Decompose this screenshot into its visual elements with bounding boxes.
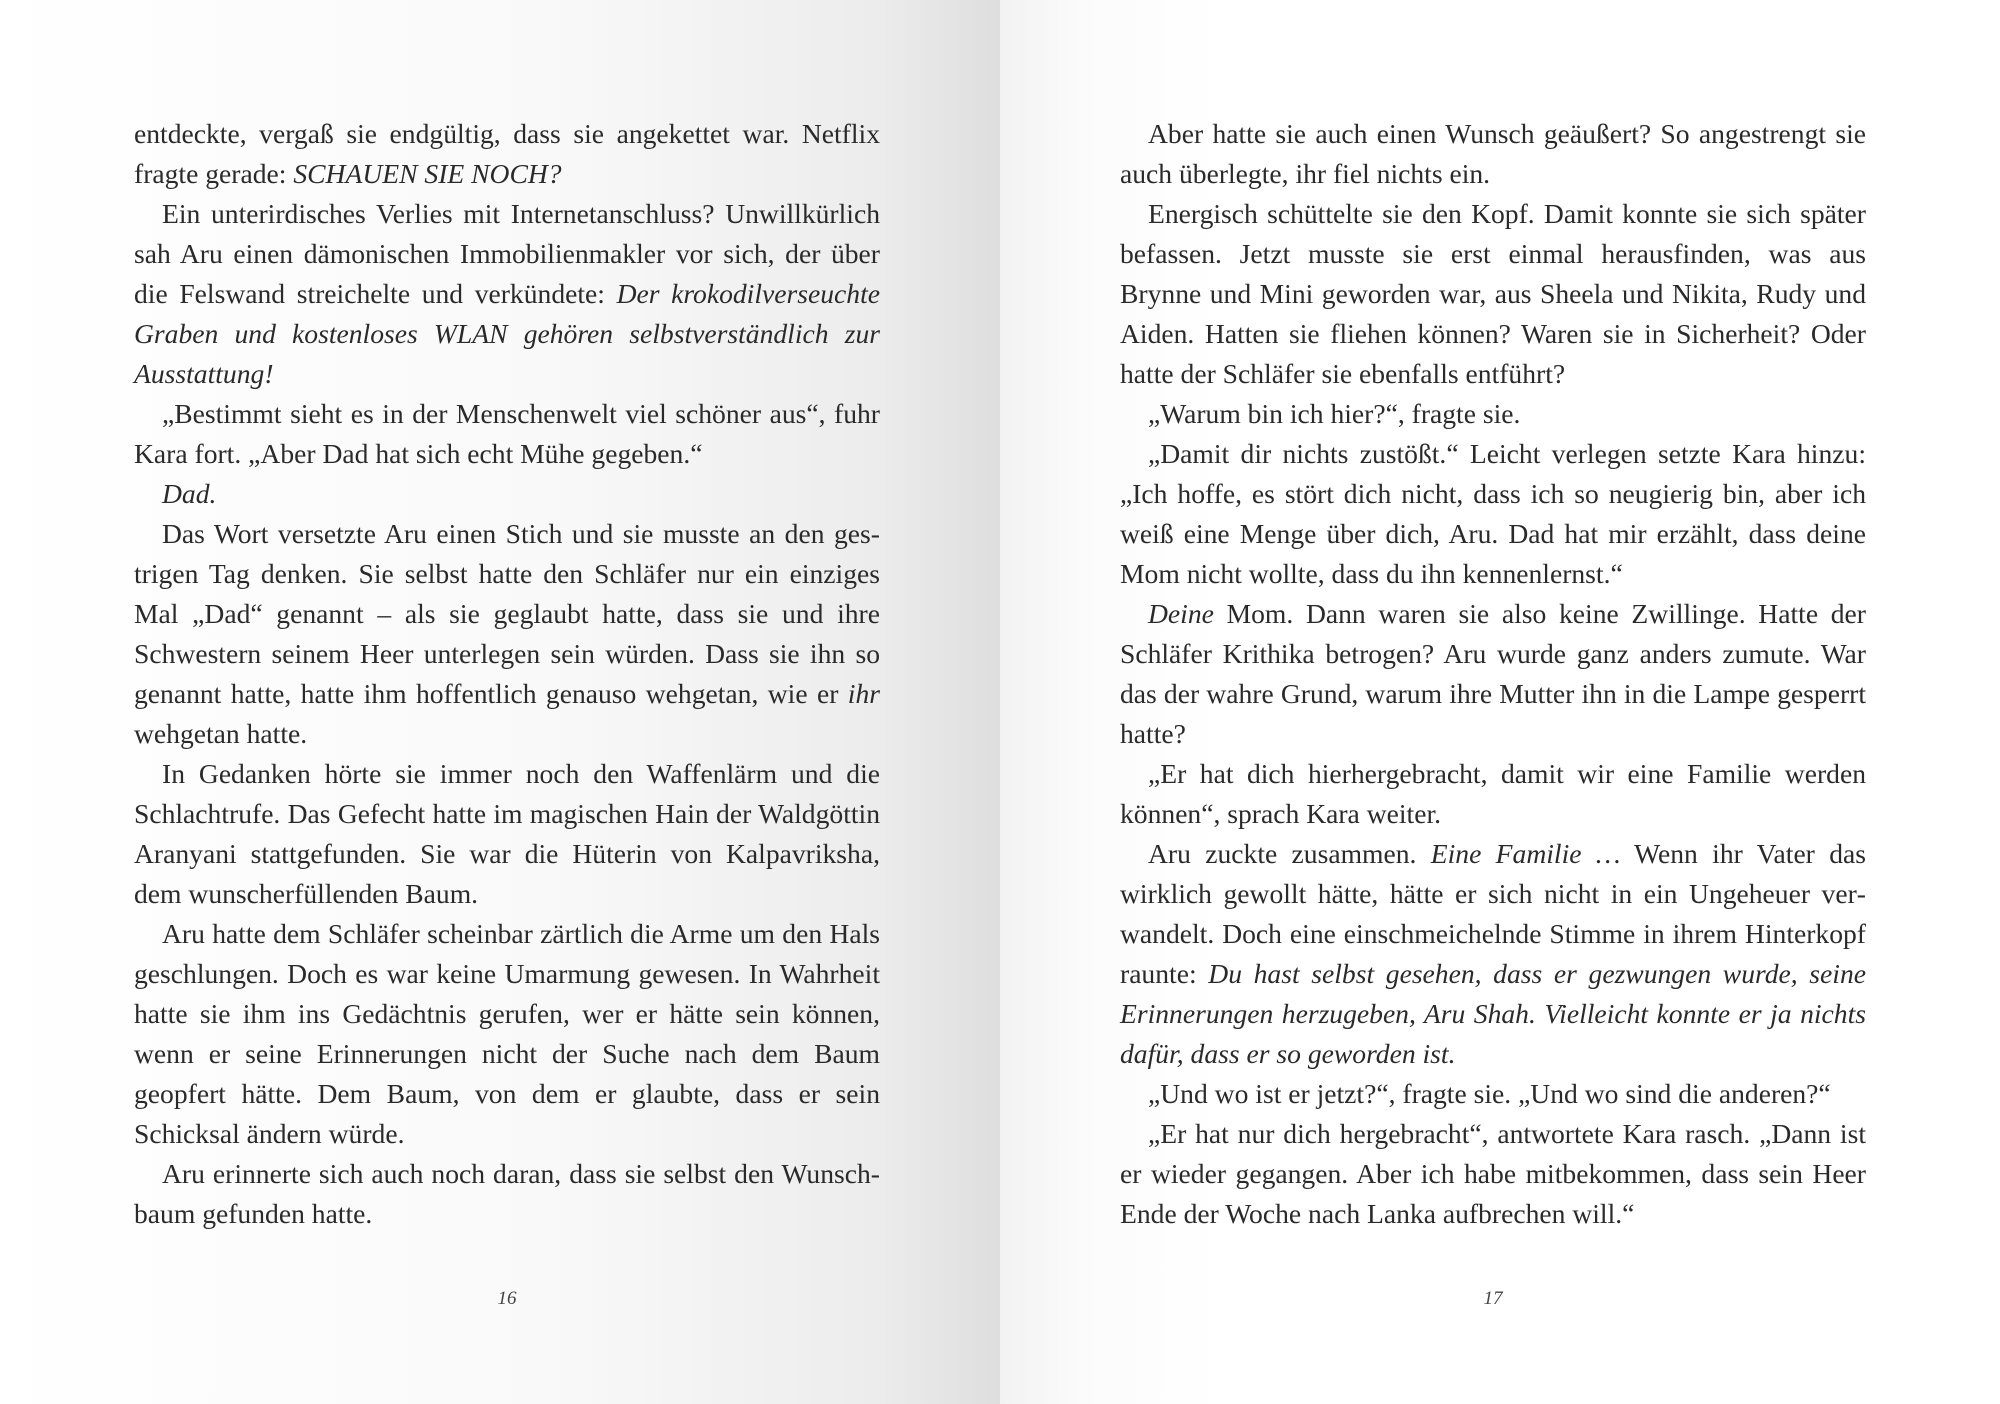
text-run: Ein unterirdisches Verlies mit Internetanschluss? Unwillkürlich sah Aru einen dämonischen Immobilienmakler vor sich, der über die Felswand streichelte und verkündete:: [134, 198, 880, 309]
text-run: „Warum bin ich hier?“, fragte sie.: [1148, 398, 1521, 429]
paragraph: [134, 754, 880, 914]
text-run: Wenn ihr Vater das wirklich gewollt hätte, hätte er sich nicht in ein Ungeheuer verwandelt. Doch eine einschmeichelnde Stimme in ihrem Hinterkopf raunte:: [1120, 838, 1866, 989]
text-run: „Er hat dich hierhergebracht, damit wir eine Familie werden können“, sprach Kara weiter.: [1120, 758, 1866, 829]
paragraph: [1120, 194, 1866, 394]
text-run: „Und wo ist er jetzt?“, fragte sie. „Und wo sind die anderen?“: [1148, 1078, 1831, 1109]
paragraph: [1120, 834, 1866, 1074]
paragraph: [134, 1154, 880, 1234]
right-page-text: [1120, 114, 1866, 1234]
italic-text-run: Dad.: [162, 478, 217, 509]
left-page-text: [134, 114, 880, 1234]
text-run: Mom. Dann waren sie also keine Zwillinge. Hatte der Schläfer Krithika betrogen? Aru wurde ganz anders zumute. War das der wahre Grund, warum ihre Mutter ihn in die Lampe gesperrt hatte?: [1120, 598, 1866, 749]
paragraph: [1120, 594, 1866, 754]
italic-text-run: Der krokodilverseuchte Graben und kostenloses WLAN gehören selbstverständlich zur Ausstattung!: [134, 278, 880, 389]
italic-text-run: SCHAUEN SIE NOCH?: [293, 158, 562, 189]
paragraph: [134, 474, 880, 514]
page-number-left: 16: [497, 1288, 517, 1309]
paragraph: [1120, 394, 1866, 434]
paragraph: [134, 914, 880, 1154]
text-run: Das Wort versetzte Aru einen Stich und sie musste an den gestrigen Tag denken. Sie selbst hatte den Schläfer nur ein einziges Mal „Dad“ genannt – als sie geglaubt hatte, dass sie und ihre Schwestern seinem Heer unterlegen sein würden. Dass sie ihn so genannt hatte, hatte ihm hoffentlich genauso wehgetan, wie er: [134, 518, 880, 709]
italic-text-run: Eine Familie …: [1430, 838, 1621, 869]
text-run: Aru zuckte zusammen.: [1148, 838, 1431, 869]
text-run: Aru erinnerte sich auch noch daran, dass sie selbst den Wunschbaum gefunden hatte.: [134, 1158, 880, 1229]
text-run: Aber hatte sie auch einen Wunsch geäußert? So angestrengt sie auch überlegte, ihr fiel nichts ein.: [1120, 118, 1866, 189]
text-run: Aru hatte dem Schläfer scheinbar zärtlich die Arme um den Hals geschlungen. Doch es war keine Umarmung gewesen. In Wahrheit hatte sie ihm ins Gedächtnis gerufen, wer er hätte sein können, wenn er seine Erinnerungen nicht der Suche nach dem Baum geopfert hätte. Dem Baum, von dem er glaubte, dass er sein Schicksal ändern würde.: [134, 918, 880, 1149]
text-run: „Bestimmt sieht es in der Menschenwelt viel schöner aus“, fuhr Kara fort. „Aber Dad hat sich echt Mühe gegeben.“: [134, 398, 880, 469]
text-run: In Gedanken hörte sie immer noch den Waffenlärm und die Schlachtrufe. Das Gefecht hatte im magischen Hain der Waldgöttin Aranyani stattgefunden. Sie war die Hüterin von Kalpavriksha, dem wunscherfüllenden Baum.: [134, 758, 880, 909]
text-run: entdeckte, vergaß sie endgültig, dass sie angekettet war. Netflix fragte gerade:: [134, 118, 880, 189]
paragraph: [1120, 1074, 1866, 1114]
text-run: „Er hat nur dich hergebracht“, antwortete Kara rasch. „Dann ist er wieder gegangen. Aber ich habe mitbekommen, dass sein Heer Ende der Woche nach Lanka aufbrechen will.“: [1120, 1118, 1866, 1229]
paragraph: [134, 394, 880, 474]
paragraph: [134, 514, 880, 754]
paragraph: [1120, 754, 1866, 834]
paragraph: [134, 194, 880, 394]
page-number-right: 17: [1483, 1288, 1503, 1309]
text-run: Energisch schüttelte sie den Kopf. Damit konnte sie sich später befassen. Jetzt musste sie erst einmal herausfinden, was aus Brynne und Mini geworden war, aus Sheela und Nikita, Rudy und Aiden. Hatten sie fliehen können? Waren sie in Sicherheit? Oder hatte der Schläfer sie ebenfalls entführt?: [1120, 198, 1866, 389]
paragraph: [134, 114, 880, 194]
paragraph: [1120, 1114, 1866, 1234]
right-page: [1000, 0, 2000, 1404]
italic-text-run: ihr: [847, 678, 880, 709]
text-run: wehgetan hatte.: [134, 718, 308, 749]
paragraph: [1120, 434, 1866, 594]
italic-text-run: Deine: [1148, 598, 1214, 629]
paragraph: [1120, 114, 1866, 194]
text-run: „Damit dir nichts zustößt.“ Leicht verlegen setzte Kara hinzu: „Ich hoffe, es stört dich nicht, dass ich so neugierig bin, aber ich weiß eine Menge über dich, Aru. Dad hat mir erzählt, dass deine Mom nicht wollte, dass du ihn kennenlernst.“: [1120, 438, 1866, 589]
italic-text-run: Du hast selbst gesehen, dass er gezwungen wurde, seine Erinnerungen herzugeben, Aru Shah. Vielleicht konnte er ja nichts dafür, dass er so geworden ist.: [1120, 958, 1866, 1069]
